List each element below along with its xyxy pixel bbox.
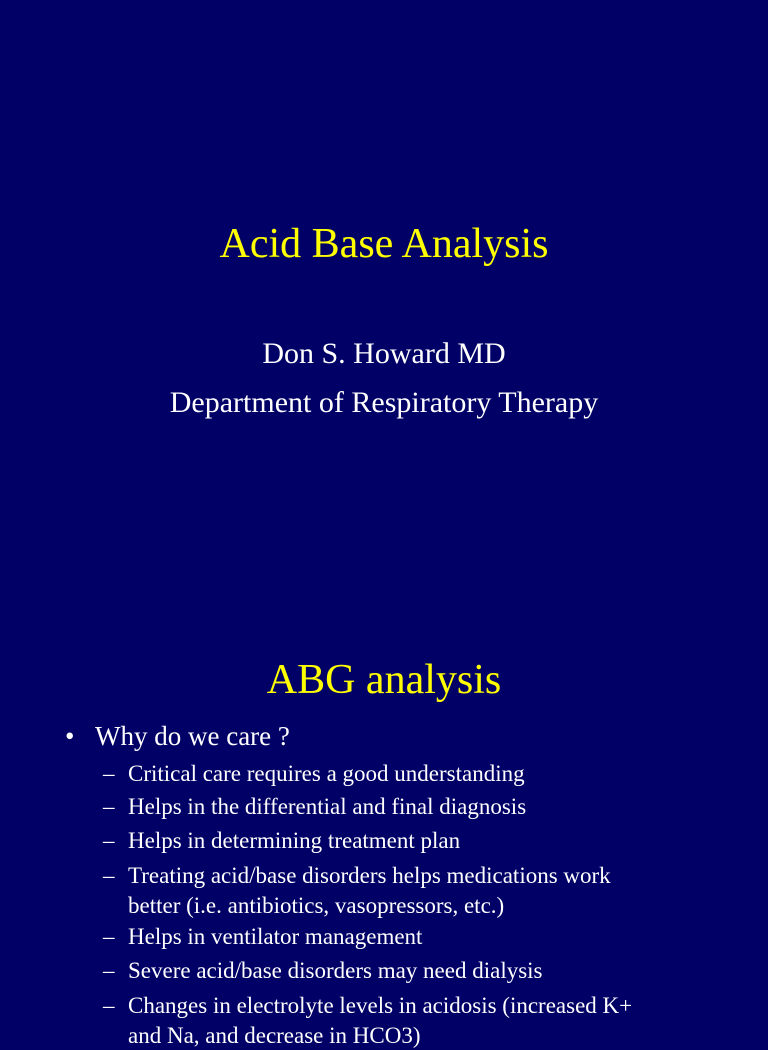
dash-icon: – xyxy=(103,863,115,888)
dash-icon: – xyxy=(103,828,115,853)
list-item-text: Treating acid/base disorders helps medications work xyxy=(128,863,611,888)
list-item-text: Severe acid/base disorders may need dialysis xyxy=(128,958,543,983)
list-item xyxy=(103,824,460,857)
slide-title: ABG analysis xyxy=(266,657,502,703)
list-item xyxy=(103,859,611,920)
list-item-text: Helps in the differential and final diagnosis xyxy=(128,794,527,819)
dash-icon: – xyxy=(103,761,115,786)
list-item-text: Helps in determining treatment plan xyxy=(128,828,461,853)
dash-icon: – xyxy=(103,794,115,819)
list-item-continuation: and Na, and decrease in HCO3) xyxy=(128,1023,421,1048)
list-item-text: Helps in ventilator management xyxy=(128,924,423,949)
dash-icon: – xyxy=(103,993,115,1018)
list-item xyxy=(103,954,543,987)
author-name: Don S. Howard MD xyxy=(262,337,506,370)
list-item xyxy=(103,790,526,823)
list-item xyxy=(103,920,422,953)
department-name: Department of Respiratory Therapy xyxy=(169,386,599,419)
dash-icon: – xyxy=(103,924,115,949)
list-item-text: Changes in electrolyte levels in acidosis (increased K+ xyxy=(128,993,633,1018)
abg-analysis-slide xyxy=(0,576,768,1048)
main-bullet xyxy=(65,718,290,754)
list-item xyxy=(103,757,525,790)
slide-title: Acid Base Analysis xyxy=(219,221,549,267)
bullet-icon: • xyxy=(65,721,75,751)
list-item-text: Critical care requires a good understanding xyxy=(128,761,525,786)
dash-icon: – xyxy=(103,958,115,983)
list-item-continuation: better (i.e. antibiotics, vasopressors, etc.) xyxy=(128,893,505,918)
list-item xyxy=(103,989,632,1050)
bullet-text: Why do we care ? xyxy=(95,721,290,751)
